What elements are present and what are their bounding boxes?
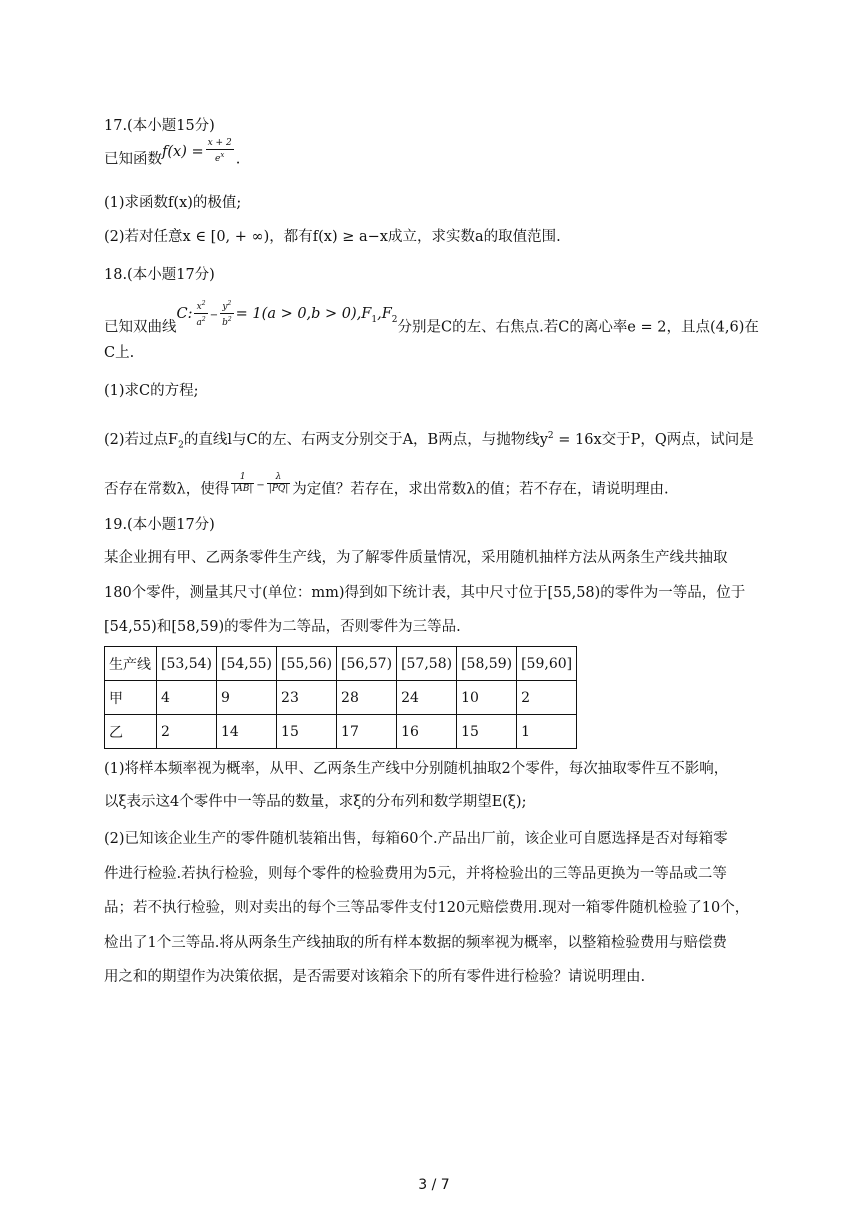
table-cell: 28 — [337, 681, 397, 715]
table-row — [105, 715, 577, 749]
q18-frac-minus: − — [256, 479, 265, 491]
q19-part2-line2: 件进行检验.若执行检验，则每个零件的检验费用为5元，并将检验出的三等品更换为一等品或二等 — [104, 866, 727, 882]
q18-frac-y-num — [220, 298, 234, 313]
q18-lambda-expression — [229, 472, 292, 494]
page-number: 3 / 7 — [418, 1177, 450, 1193]
table-cell: 甲 — [105, 681, 157, 715]
q17-frac-den-exp: x — [220, 151, 225, 159]
q18-frac-pq — [267, 472, 291, 495]
q18-line1-rest: 分别是C的左、右焦点.若C的离心率e = 2，且点(4,6)在 — [397, 319, 759, 336]
q18-y-exp: 2 — [227, 300, 232, 307]
table-cell: 9 — [217, 681, 277, 715]
q18-f2-sub: 2 — [391, 314, 398, 325]
q19-part2-line1: (2)已知该企业生产的零件随机装箱出售，每箱60个.产品出厂前，该企业可自愿选择是否对每箱零 — [104, 831, 728, 847]
table-cell: 2 — [157, 715, 217, 749]
q18-part2-a: (2)若过点F — [104, 431, 179, 448]
table-cell: 乙 — [105, 715, 157, 749]
table-header-cell: [55,56) — [277, 647, 337, 681]
q18-frac-x-den — [194, 313, 207, 329]
table-header-row — [105, 647, 577, 681]
q18-frac-pq-num: λ — [275, 472, 282, 482]
q18-frac-pq-den: |PQ| — [268, 484, 289, 494]
q19-size-table — [104, 646, 577, 749]
q17-func-name: f(x) = — [162, 143, 204, 160]
q18-hyperbola-equation — [176, 300, 398, 328]
q18-eq-tail: = 1(a > 0,b > 0),F — [235, 305, 372, 322]
table-cell: 15 — [277, 715, 337, 749]
q19-intro-line2: 180个零件，测量其尺寸(单位：mm)得到如下统计表，其中尺寸位于[55,58)的零件为一等品，位于 — [104, 585, 746, 601]
q17-frac-den-base: e — [215, 154, 221, 164]
q17-header: 17.(本小题15分) — [104, 118, 215, 134]
q18-x: x — [196, 302, 202, 312]
q17-frac-numerator: x + 2 — [207, 138, 232, 148]
q19-part1-line1: (1)将样本频率视为概率，从甲、乙两条生产线中分别随机抽取2个零件，每次抽取零件互不影响， — [104, 761, 729, 777]
q19-part1-line2: 以ξ表示这4个零件中一等品的数量，求ξ的分布列和数学期望E(ξ); — [104, 794, 527, 810]
q18-frac-ab — [231, 472, 254, 495]
table-cell: 14 — [217, 715, 277, 749]
table-cell: 4 — [157, 681, 217, 715]
q18-f1-sub: 1 — [371, 314, 378, 325]
q17-fraction — [206, 138, 234, 165]
q18-header: 18.(本小题17分) — [104, 267, 215, 283]
q17-part1: (1)求函数f(x)的极值; — [104, 195, 242, 211]
q19-intro-line3: [54,55)和[58,59)的零件为二等品，否则零件为三等品. — [104, 619, 461, 635]
q18-b-exp: 2 — [227, 316, 232, 323]
table-row — [105, 681, 577, 715]
table-cell: 10 — [457, 681, 517, 715]
q18-frac-ab-num: 1 — [239, 472, 246, 482]
q18-frac-y — [220, 298, 234, 329]
q18-part2-c: = 16x交于P，Q两点，试问是 — [553, 431, 754, 448]
table-cell: 23 — [277, 681, 337, 715]
table-cell: 24 — [397, 681, 457, 715]
q17-part2: (2)若对任意x ∈ [0, + ∞)，都有f(x) ≥ a−x成立，求实数a的取值范围. — [104, 229, 561, 245]
q17-given — [104, 138, 241, 173]
q18-given-line2: C上. — [104, 345, 135, 361]
q18-frac-x-num — [194, 298, 207, 313]
q18-part2-sub: 2 — [178, 440, 184, 451]
q18-part2-sup: 2 — [547, 431, 554, 441]
table-header-cell: [59,60] — [517, 647, 577, 681]
q17-given-suffix: . — [235, 151, 241, 168]
q18-frac-ab-den: |AB| — [233, 484, 253, 494]
q17-frac-denominator — [206, 149, 234, 165]
table-cell: 1 — [517, 715, 577, 749]
table-cell: 16 — [397, 715, 457, 749]
q19-part2-line4: 检出了1个三等品.将从两条生产线抽取的所有样本数据的频率视为概率，以整箱检验费用与赔偿费 — [104, 935, 727, 951]
q19-part2-line3: 品；若不执行检验，则对卖出的每个三等品零件支付120元赔偿费用.现对一箱零件随机检验了10个， — [104, 900, 750, 916]
table-header-cell: [54,55) — [217, 647, 277, 681]
q18-f-comma: ,F — [377, 305, 392, 322]
table-header-cell: [57,58) — [397, 647, 457, 681]
q18-part2-line2-a: 否存在常数λ，使得 — [104, 481, 230, 498]
q18-part2-line1 — [104, 426, 754, 456]
q18-x-exp: 2 — [201, 300, 206, 307]
q17-given-prefix: 已知函数 — [104, 151, 162, 168]
q18-y: y — [222, 302, 228, 312]
q18-part1: (1)求C的方程; — [104, 383, 199, 399]
table-header-cell: [56,57) — [337, 647, 397, 681]
table-header-cell: [53,54) — [157, 647, 217, 681]
q18-part2-line2 — [104, 472, 669, 502]
q18-given-prefix: 已知双曲线 — [104, 319, 177, 336]
q18-part2-b: 的直线l与C的左、右两支分别交于A，B两点，与抛物线y — [183, 431, 548, 448]
q18-a-exp: 2 — [201, 316, 206, 323]
q18-frac-y-den — [220, 313, 234, 329]
table-header-cell: 生产线 — [105, 647, 157, 681]
table-cell: 17 — [337, 715, 397, 749]
q19-part2-line5: 用之和的期望作为决策依据，是否需要对该箱余下的所有零件进行检验？请说明理由. — [104, 969, 646, 985]
q18-part2-line2-b: 为定值？若存在，求出常数λ的值；若不存在，请说明理由. — [292, 481, 669, 498]
table-cell: 2 — [517, 681, 577, 715]
q18-minus: − — [209, 309, 219, 321]
q18-given-line1 — [104, 300, 759, 343]
q18-curve-label: C: — [176, 305, 193, 322]
q18-frac-x — [194, 298, 207, 329]
q19-intro-line1: 某企业拥有甲、乙两条零件生产线，为了解零件质量情况，采用随机抽样方法从两条生产线共抽取 — [104, 550, 728, 566]
table-cell: 15 — [457, 715, 517, 749]
q18-a: a — [196, 318, 202, 328]
q18-b: b — [222, 318, 228, 328]
table-header-cell: [58,59) — [457, 647, 517, 681]
q19-header: 19.(本小题17分) — [104, 517, 215, 533]
